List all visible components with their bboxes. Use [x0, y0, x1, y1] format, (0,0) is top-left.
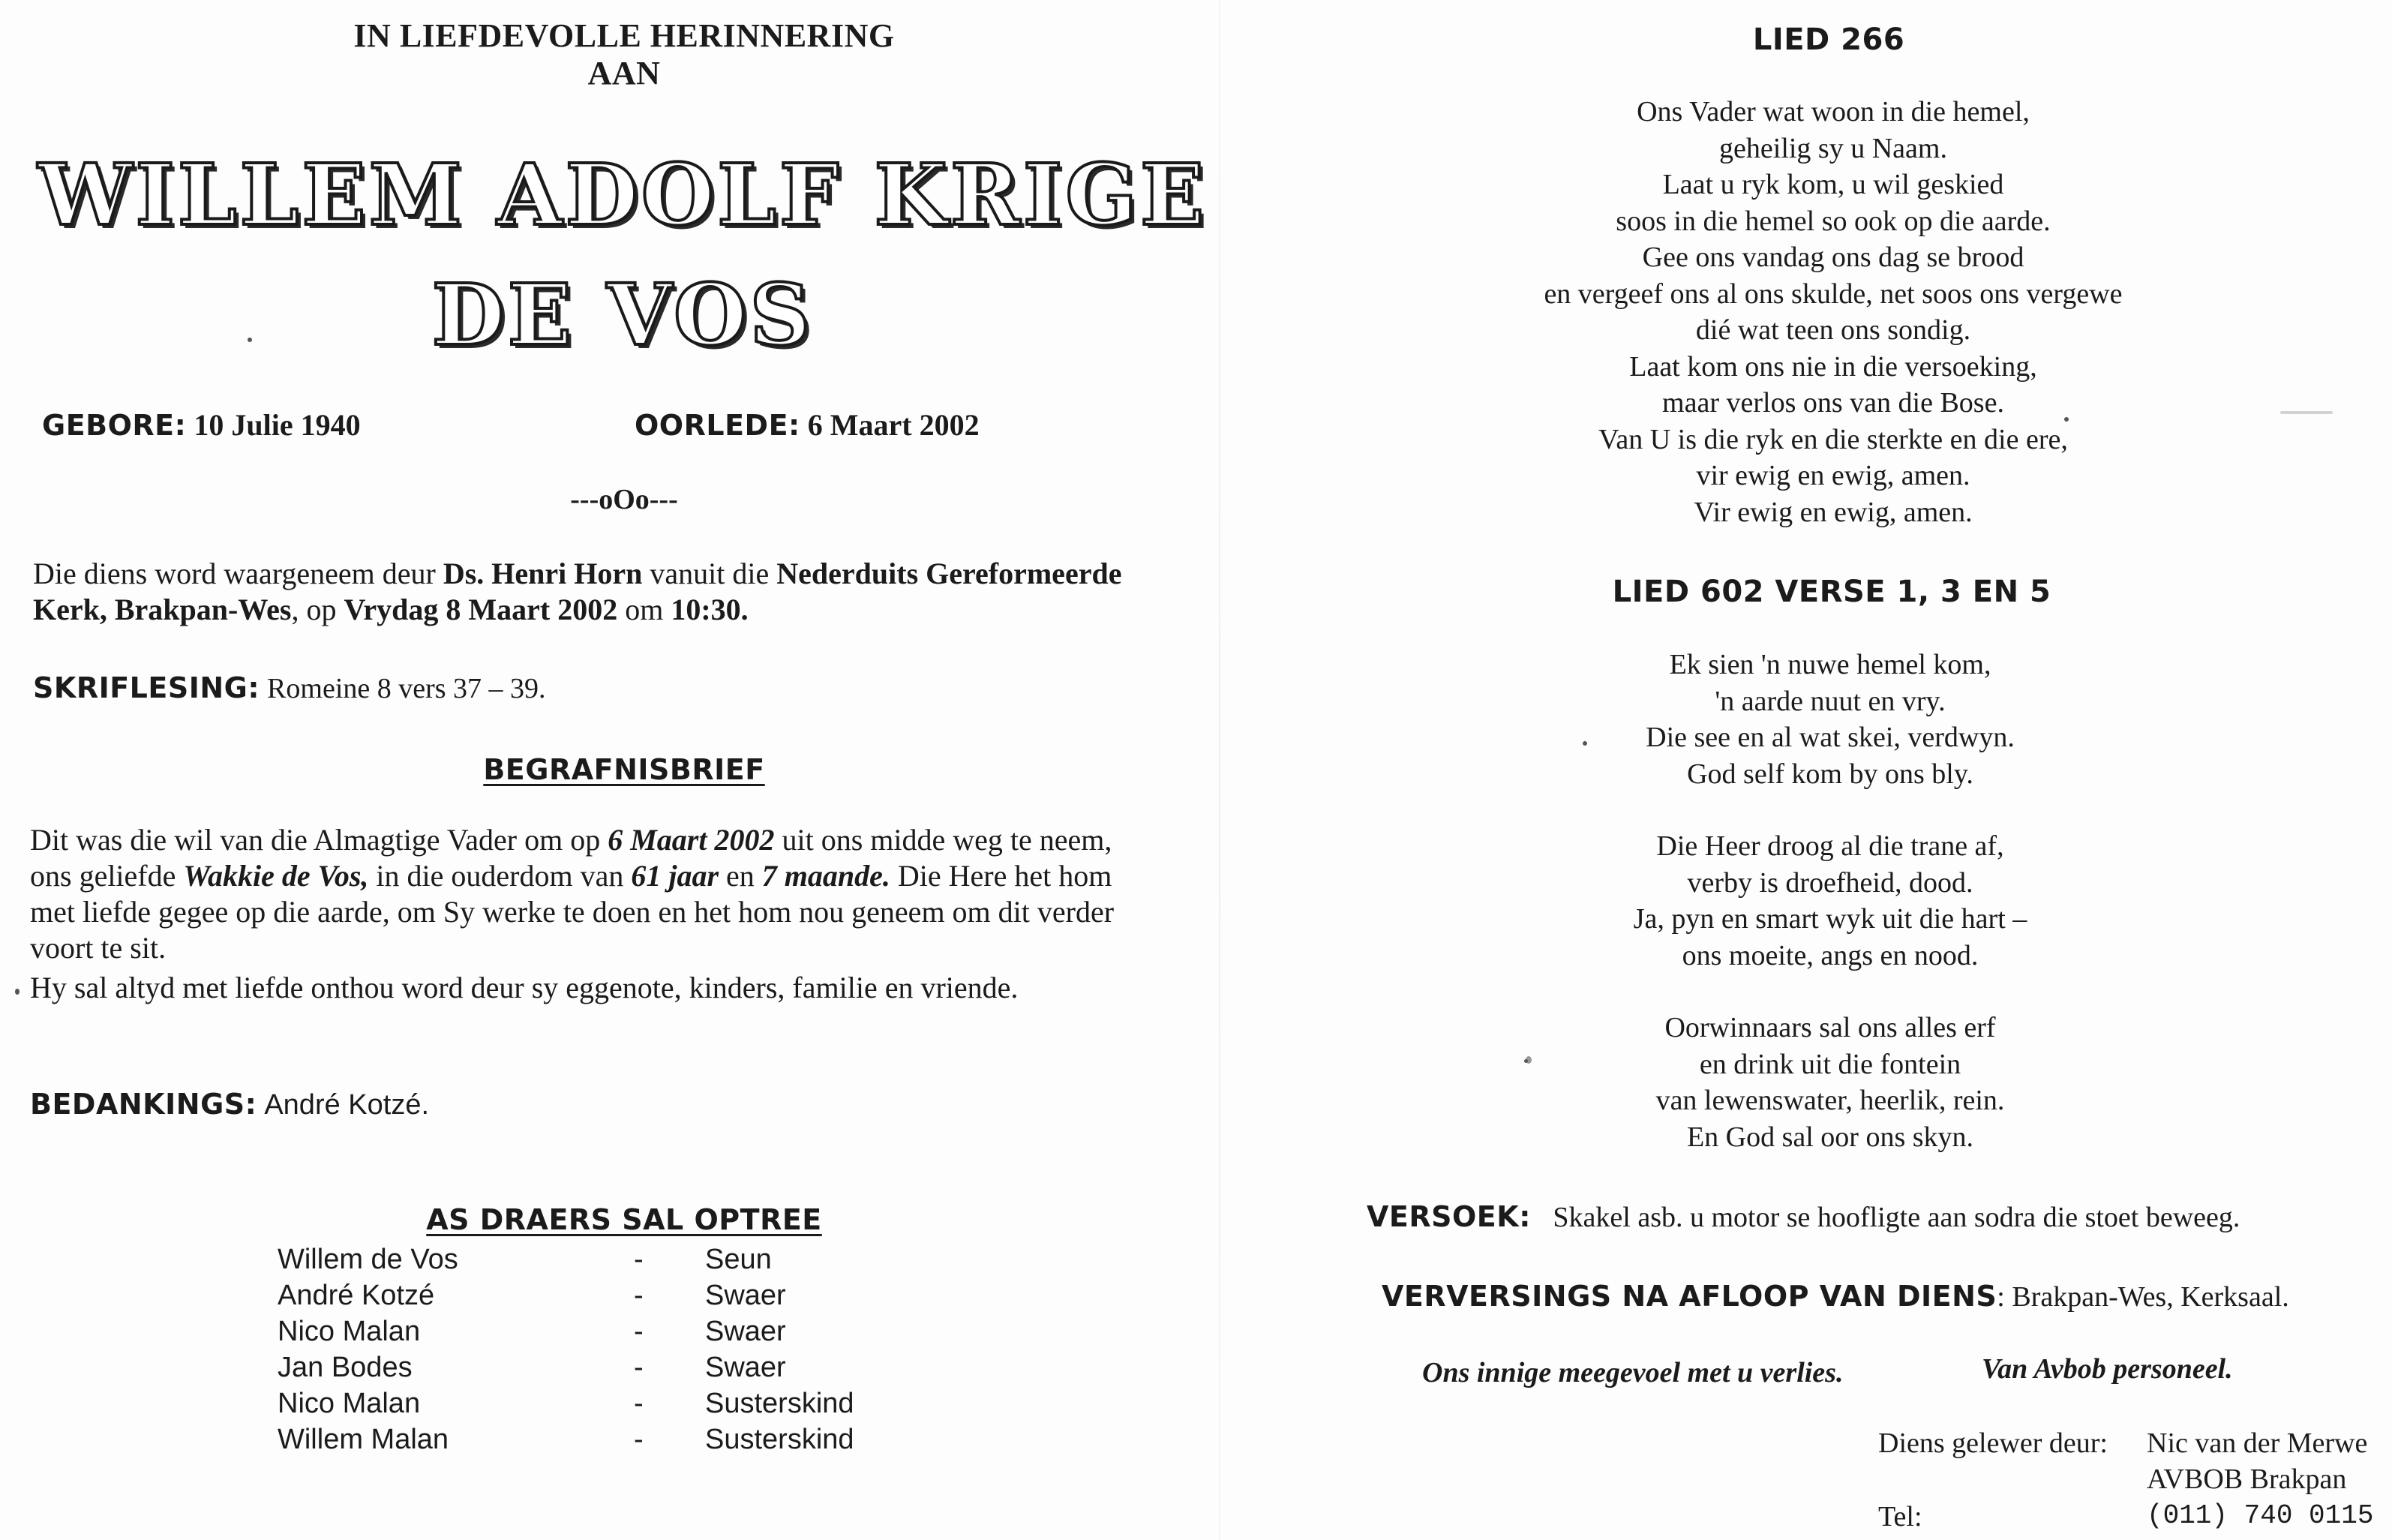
bearer-name: Jan Bodes	[278, 1352, 413, 1383]
hymn1-text	[1544, 94, 2122, 530]
church-name: Nederduits Gereformeerde	[776, 557, 1122, 590]
scan-speck	[248, 338, 252, 342]
obituary-text: ons geliefde	[30, 859, 184, 893]
service-text: om	[617, 593, 671, 626]
died-value: 6 Maart 2002	[807, 408, 980, 442]
tel-value: (011) 740 0115	[2147, 1500, 2374, 1531]
hymn1-line: vir ewig en ewig, amen.	[1696, 460, 1970, 491]
obituary-line4: voort te sit.	[30, 931, 167, 965]
hymn2-title: LIED 602 VERSE 1, 3 EN 5	[1612, 575, 2051, 609]
obituary-text: Die Here het hom	[890, 859, 1112, 893]
deceased-name-line2: DE VOS	[431, 266, 814, 365]
hymn1-title: LIED 266	[1752, 23, 1905, 57]
hymn1-line: Gee ons vandag ons dag se brood	[1642, 242, 2024, 273]
bearer-name: Nico Malan	[278, 1316, 421, 1347]
minister-name: Ds. Henri Horn	[443, 557, 643, 590]
bearer-dash: -	[634, 1280, 644, 1311]
hymn1-line: Laat u ryk kom, u wil geskied	[1662, 169, 2004, 200]
hymn1-line: maar verlos ons van die Bose.	[1662, 387, 2004, 419]
death-row	[635, 407, 980, 443]
hymn2-line: Die see en al wat skei, verdwyn.	[1646, 722, 2015, 753]
church-name: Kerk, Brakpan-Wes	[33, 593, 292, 626]
bearer-dash: -	[634, 1316, 644, 1347]
service-paragraph-line2	[33, 592, 749, 628]
obituary-line2	[30, 858, 1112, 894]
died-label: OORLEDE:	[635, 409, 800, 442]
birth-row	[42, 407, 361, 443]
hymn2-line: Ja, pyn en smart wyk uit die hart –	[1633, 903, 2027, 935]
born-value: 10 Julie 1940	[194, 408, 361, 442]
refreshments-value: : Brakpan-Wes, Kerksaal.	[1997, 1281, 2289, 1313]
bearer-relation: Susterskind	[705, 1424, 854, 1455]
staff-text: Van Avbob personeel.	[1982, 1353, 2233, 1385]
service-time: 10:30.	[671, 593, 749, 626]
request-label: VERSOEK:	[1367, 1200, 1531, 1233]
hymn2-line: en drink uit die fontein	[1699, 1048, 1961, 1080]
refreshments-row	[1382, 1280, 2289, 1313]
scripture-row	[33, 670, 546, 705]
hymn2-text	[1634, 647, 2027, 1191]
bearer-relation: Swaer	[705, 1280, 786, 1311]
hymn1-line: dié wat teen ons sondig.	[1695, 314, 1971, 346]
scan-speck	[1583, 741, 1587, 746]
bearer-name: Nico Malan	[278, 1388, 421, 1419]
scripture-label: SKRIFLESING:	[33, 671, 260, 704]
service-date: Vrydag 8 Maart 2002	[344, 593, 618, 626]
hymn1-line: Van U is die ryk en die sterkte en die ere,	[1598, 423, 2068, 455]
service-by-name: Nic van der Merwe	[2147, 1427, 2368, 1459]
hymn2-line: Oorwinnaars sal ons alles erf	[1664, 1012, 1996, 1043]
condolence-text: Ons innige meegevoel met u verlies.	[1422, 1357, 1844, 1388]
obituary-line1	[30, 822, 1112, 858]
bearer-dash: -	[634, 1352, 644, 1383]
scan-speck	[15, 989, 20, 995]
service-paragraph-line1	[33, 556, 1121, 592]
bearer-relation: Swaer	[705, 1316, 786, 1347]
refreshments-label: VERVERSINGS NA AFLOOP VAN DIENS	[1382, 1280, 1997, 1313]
request-value: Skakel asb. u motor se hoofligte aan sodra die stoet beweeg.	[1553, 1202, 2240, 1233]
separator: ---oOo---	[570, 484, 678, 515]
memorial-heading-aan: AAN	[587, 55, 661, 92]
hymn1-line: en vergeef ons al ons skulde, net soos ons vergewe	[1544, 278, 2123, 310]
bearer-dash: -	[634, 1244, 644, 1275]
hymn2-line: verby is droefheid, dood.	[1687, 866, 1973, 899]
bearer-dash: -	[634, 1388, 644, 1419]
hymn1-line: Vir ewig en ewig, amen.	[1694, 496, 1973, 528]
hymn2-line: ons moeite, angs en nood.	[1682, 939, 1979, 971]
bearer-relation: Seun	[705, 1244, 772, 1275]
death-date: 6 Maart 2002	[608, 823, 775, 857]
bearer-name: Willem de Vos	[278, 1244, 458, 1275]
hymn1-line: geheilig sy u Naam.	[1719, 132, 1947, 164]
bearers-heading: AS DRAERS SAL OPTREE	[426, 1203, 822, 1236]
memorial-heading: IN LIEFDEVOLLE HERINNERING	[353, 17, 895, 54]
service-text: vanuit die	[642, 557, 777, 590]
hymn2-line: Ek sien 'n nuwe hemel kom,	[1669, 649, 1991, 680]
scan-speck	[2280, 411, 2333, 414]
hymn2-line: Die Heer droog al die trane af,	[1656, 830, 2004, 862]
bearer-name: André Kotzé	[278, 1280, 435, 1311]
bearer-dash: -	[634, 1424, 644, 1455]
hymn2-stanza	[1634, 647, 2027, 792]
obituary-text: en	[719, 859, 762, 893]
scan-speck	[1526, 1056, 1532, 1064]
fold-line	[1219, 0, 1220, 1540]
hymn2-line: van lewenswater, heerlik, rein.	[1655, 1085, 2005, 1116]
scripture-value: Romeine 8 vers 37 – 39.	[267, 673, 546, 704]
service-text: Die diens word waargeneem deur	[33, 557, 443, 590]
hymn1-line: soos in die hemel so ook op die aarde.	[1616, 205, 2051, 237]
deceased-name-line1: WILLEM ADOLF KRIGE	[38, 146, 1208, 245]
hymn2-line: En God sal oor ons skyn.	[1686, 1121, 1974, 1153]
service-by-company: AVBOB Brakpan	[2147, 1463, 2347, 1495]
bearer-relation: Swaer	[705, 1352, 786, 1383]
obituary-heading: BEGRAFNISBRIEF	[483, 753, 765, 786]
age-years: 61 jaar	[631, 859, 719, 893]
bearer-relation: Susterskind	[705, 1388, 854, 1419]
obituary-text: Dit was die wil van die Almagtige Vader om op	[30, 823, 608, 857]
born-label: GEBORE:	[42, 409, 187, 442]
service-text: , op	[291, 593, 344, 626]
obituary-text: uit ons midde weg te neem,	[774, 823, 1112, 857]
nickname: Wakkie de Vos,	[183, 859, 369, 893]
bearer-name: Willem Malan	[278, 1424, 449, 1455]
request-row	[1367, 1200, 2240, 1234]
obituary-line5: Hy sal altyd met liefde onthou word deur sy eggenote, kinders, familie en vriende.	[30, 971, 1019, 1004]
age-months: 7 maande.	[761, 859, 890, 893]
hymn1-line: Laat kom ons nie in die versoeking,	[1629, 350, 2037, 383]
hymn2-stanza	[1634, 1010, 2027, 1155]
obituary-line3: met liefde gegee op die aarde, om Sy werke te doen en het hom nou geneem om dit verder	[30, 895, 1115, 929]
thanks-row	[30, 1086, 429, 1121]
hymn2-line: God self kom by ons bly.	[1687, 758, 1973, 790]
hymn2-line: 'n aarde nuut en vry.	[1715, 685, 1946, 717]
thanks-value: André Kotzé.	[264, 1089, 430, 1121]
service-by-label: Diens gelewer deur:	[1878, 1427, 2108, 1459]
hymn2-stanza	[1634, 828, 2027, 974]
thanks-label: BEDANKINGS:	[30, 1088, 257, 1121]
hymn1-line: Ons Vader wat woon in die hemel,	[1637, 96, 2030, 128]
tel-label: Tel:	[1878, 1501, 1922, 1532]
scan-speck	[2064, 417, 2069, 422]
obituary-text: in die ouderdom van	[368, 859, 632, 893]
